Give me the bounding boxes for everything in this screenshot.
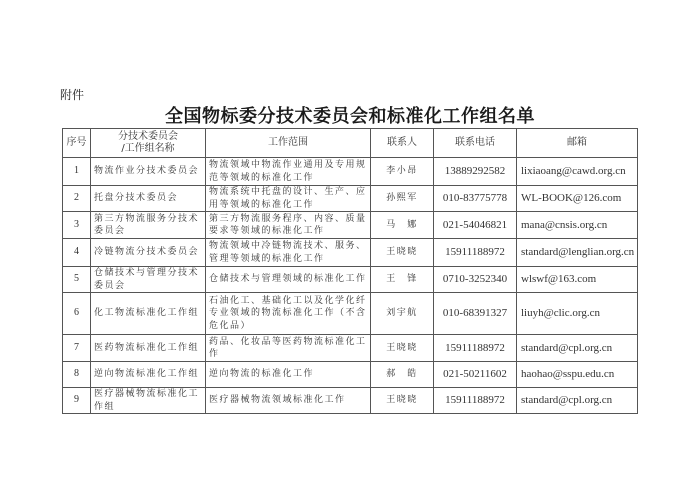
- committee-name: 仓储技术与管理分技术委员会: [91, 267, 206, 293]
- work-scope: 物流领域中物流作业通用及专用规范等领域的标准化工作: [206, 158, 371, 186]
- contact-person: 李小昂: [371, 158, 434, 186]
- contact-person: 马 娜: [371, 212, 434, 239]
- row-number: 7: [63, 335, 91, 362]
- header-phone: 联系电话: [434, 129, 517, 158]
- contact-phone: 010-68391327: [434, 293, 517, 335]
- committee-table: [62, 128, 638, 414]
- table-row: [63, 267, 638, 293]
- table-row: [63, 239, 638, 267]
- contact-person: 郝 皓: [371, 362, 434, 388]
- contact-email: standard@cpl.org.cn: [517, 335, 638, 362]
- row-number: 6: [63, 293, 91, 335]
- work-scope: 医疗器械物流领域标准化工作: [206, 388, 371, 414]
- contact-phone: 15911188972: [434, 388, 517, 414]
- committee-name: 医药物流标准化工作组: [91, 335, 206, 362]
- header-name: [91, 129, 206, 158]
- committee-name: 托盘分技术委员会: [91, 186, 206, 212]
- committee-name: 物流作业分技术委员会: [91, 158, 206, 186]
- contact-person: 刘宇航: [371, 293, 434, 335]
- table-row: [63, 388, 638, 414]
- row-number: 1: [63, 158, 91, 186]
- row-number: 4: [63, 239, 91, 267]
- row-number: 2: [63, 186, 91, 212]
- contact-phone: 010-83775778: [434, 186, 517, 212]
- work-scope: 石油化工、基础化工以及化学化纤专业领域的物流标准化工作（不含危化品）: [206, 293, 371, 335]
- contact-phone: 021-50211602: [434, 362, 517, 388]
- work-scope: 逆向物流的标准化工作: [206, 362, 371, 388]
- header-no: 序号: [63, 129, 91, 158]
- work-scope: 第三方物流服务程序、内容、质量要求等领域的标准化工作: [206, 212, 371, 239]
- row-number: 5: [63, 267, 91, 293]
- committee-name: 第三方物流服务分技术委员会: [91, 212, 206, 239]
- committee-name: 医疗器械物流标准化工作组: [91, 388, 206, 414]
- attachment-label: 附件: [60, 88, 85, 102]
- table-row: [63, 186, 638, 212]
- header-scope: 工作范围: [206, 129, 371, 158]
- table-row: [63, 335, 638, 362]
- row-number: 9: [63, 388, 91, 414]
- table-row: [63, 293, 638, 335]
- work-scope: 物流领域中冷链物流技术、服务、管理等领域的标准化工作: [206, 239, 371, 267]
- work-scope: 仓储技术与管理领域的标准化工作: [206, 267, 371, 293]
- row-number: 8: [63, 362, 91, 388]
- contact-phone: 13889292582: [434, 158, 517, 186]
- row-number: 3: [63, 212, 91, 239]
- header-name-line2: /工作组名称: [121, 143, 175, 154]
- committee-name: 冷链物流分技术委员会: [91, 239, 206, 267]
- header-name-line1: 分技术委员会: [118, 130, 178, 142]
- table-row: [63, 362, 638, 388]
- table-row: [63, 212, 638, 239]
- contact-person: 孙熙军: [371, 186, 434, 212]
- header-contact: 联系人: [371, 129, 434, 158]
- contact-email: standard@lenglian.org.cn: [517, 239, 638, 267]
- committee-name: 化工物流标准化工作组: [91, 293, 206, 335]
- contact-phone: 0710-3252340: [434, 267, 517, 293]
- header-email: 邮箱: [517, 129, 638, 158]
- work-scope: 物流系统中托盘的设计、生产、应用等领域的标准化工作: [206, 186, 371, 212]
- document-title: 全国物标委分技术委员会和标准化工作组名单: [165, 106, 535, 127]
- contact-email: haohao@sspu.edu.cn: [517, 362, 638, 388]
- contact-phone: 021-54046821: [434, 212, 517, 239]
- contact-email: mana@cnsis.org.cn: [517, 212, 638, 239]
- contact-email: lixiaoang@cawd.org.cn: [517, 158, 638, 186]
- contact-person: 王晓晓: [371, 239, 434, 267]
- committee-name: 逆向物流标准化工作组: [91, 362, 206, 388]
- table-row: [63, 158, 638, 186]
- contact-person: 王晓晓: [371, 335, 434, 362]
- contact-email: wlswf@163.com: [517, 267, 638, 293]
- contact-phone: 15911188972: [434, 335, 517, 362]
- contact-person: 王 锋: [371, 267, 434, 293]
- contact-email: standard@cpl.org.cn: [517, 388, 638, 414]
- contact-email: WL-BOOK@126.com: [517, 186, 638, 212]
- work-scope: 药品、化妆品等医药物流标准化工作: [206, 335, 371, 362]
- contact-email: liuyh@clic.org.cn: [517, 293, 638, 335]
- contact-phone: 15911188972: [434, 239, 517, 267]
- contact-person: 王晓晓: [371, 388, 434, 414]
- table-header-row: [63, 129, 638, 158]
